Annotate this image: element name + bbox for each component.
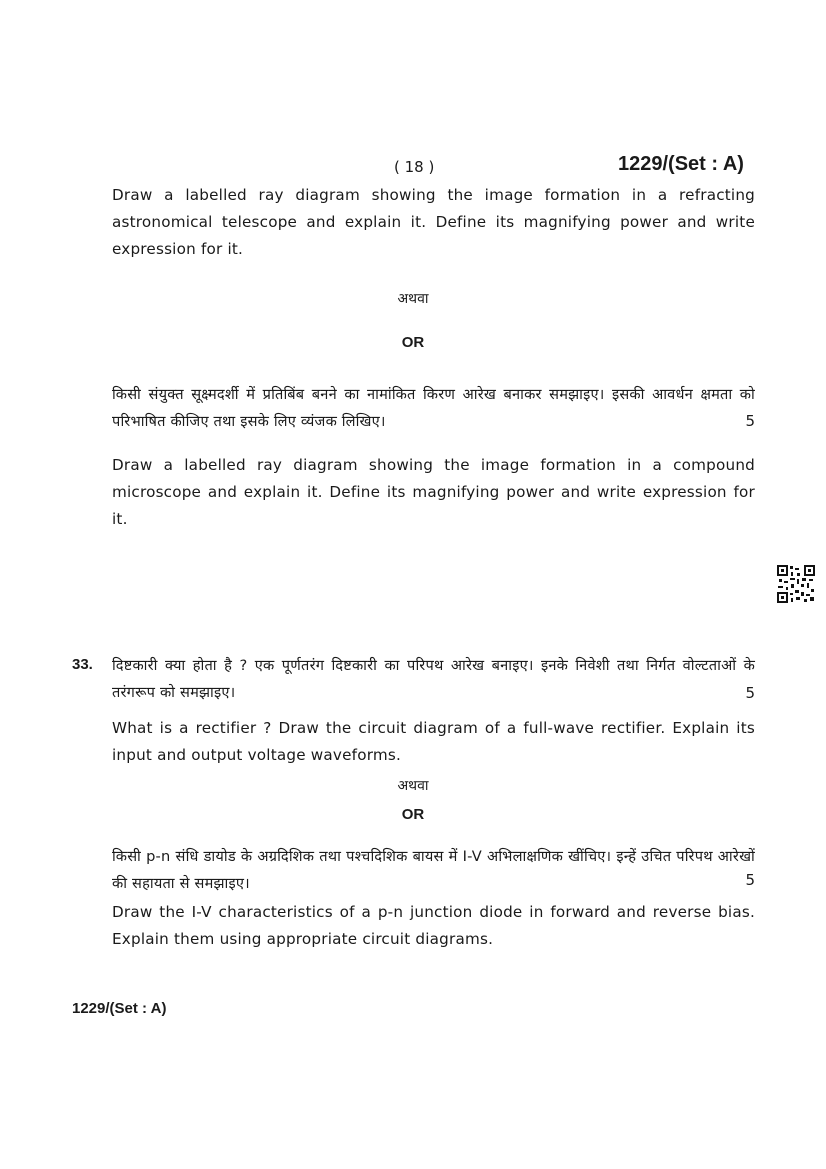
or-label: OR [401, 334, 425, 351]
q32-hindi-microscope-text: किसी संयुक्त सूक्ष्मदर्शी में प्रतिबिंब बनने का नामांकित किरण आरेख बनाकर समझाइए। इसकी आवर्धन क्षमता को परिभाषित कीजिए तथा इसके लिए व्यंजक लिखिए। [112, 386, 755, 430]
q33-marks-1: 5 [745, 684, 755, 702]
page-number: ( 18 ) [394, 158, 435, 176]
q33-hindi-diode-text: किसी p-n संधि डायोड के अग्रदिशिक तथा पश्चदिशिक बायस में I-V अभिलाक्षणिक खींचिए। इन्हें उचित परिपथ आरेखों की सहायता से समझाइए। [112, 848, 755, 892]
q33-english-diode-text: Draw the I-V characteristics of a p-n junction diode in forward and reverse bias. Explain them using appropriate circuit diagrams. [112, 903, 755, 948]
paper-code-header: 1229/(Set : A) [618, 153, 744, 175]
q33-number: 33. [72, 656, 93, 673]
q33-english-rectifier-text: What is a rectifier ? Draw the circuit diagram of a full-wave rectifier. Explain its input and output voltage waveforms. [112, 719, 755, 764]
paper-code-footer: 1229/(Set : A) [72, 1000, 167, 1017]
q32-marks: 5 [745, 412, 755, 430]
q32-english-microscope-text: Draw a labelled ray diagram showing the image formation in a compound microscope and explain it. Define its magnifying power and write expression for it. [112, 456, 755, 528]
athva-label: अथवा [397, 291, 429, 307]
athva-label-2: अथवा [397, 778, 429, 794]
or-label-2: OR [401, 806, 425, 823]
q33-marks-2: 5 [745, 871, 755, 889]
qr-code-icon [777, 565, 815, 603]
q32-english-telescope-text: Draw a labelled ray diagram showing the image formation in a refracting astronomical telescope and explain it. Define its magnifying power and write expression for it. [112, 186, 755, 258]
q33-hindi-rectifier-text: दिष्टकारी क्या होता है ? एक पूर्णतरंग दिष्टकारी का परिपथ आरेख बनाइए। इनके निवेशी तथा निर्गत वोल्टताओं के तरंगरूप को समझाइए। [112, 657, 755, 701]
